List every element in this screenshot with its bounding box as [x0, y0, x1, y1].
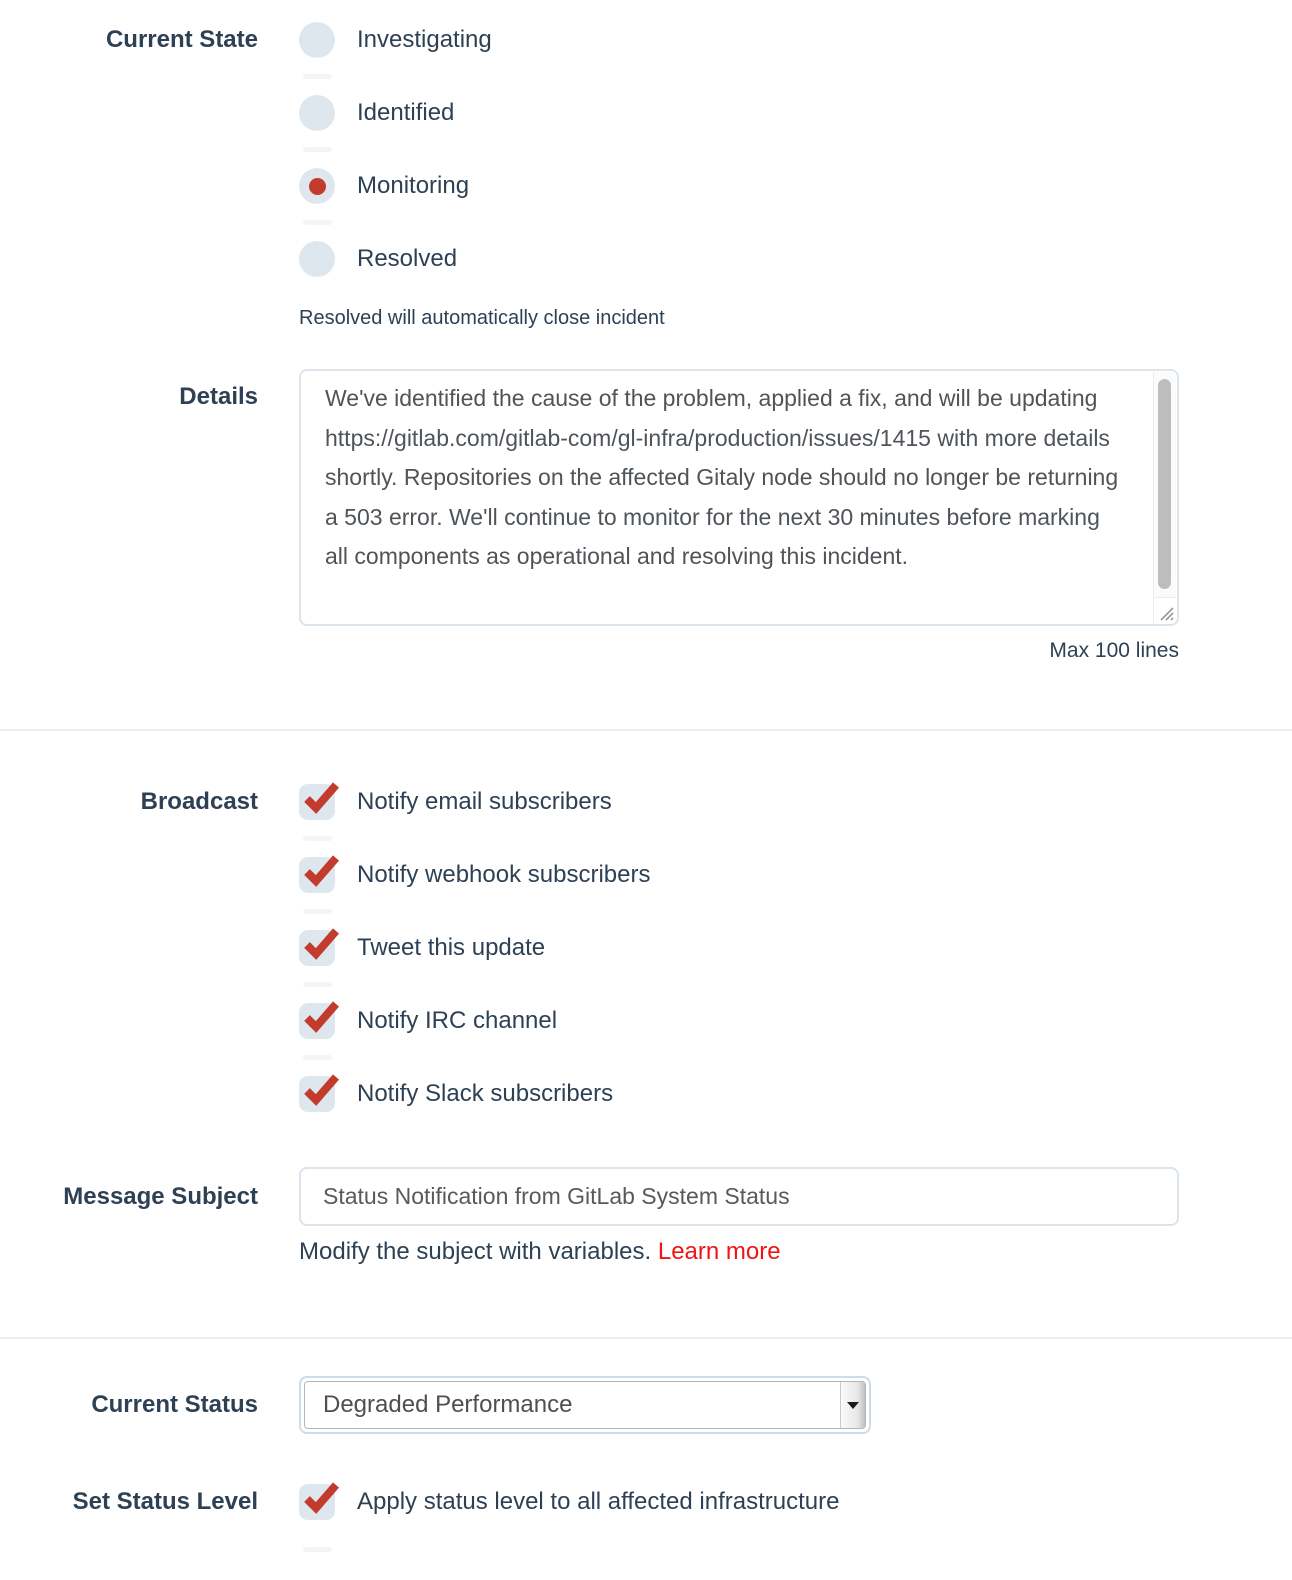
checkbox-notify-slack[interactable] [299, 1076, 335, 1112]
message-subject-input[interactable] [299, 1167, 1179, 1226]
checkbox-label-notify-irc: Notify IRC channel [357, 1007, 558, 1034]
current-status-label: Current Status [91, 1391, 258, 1418]
radio-investigating[interactable] [299, 22, 335, 58]
checkbox-option-apply-status-level[interactable] [299, 1484, 1292, 1520]
current-status-row [0, 1376, 1292, 1434]
checkbox-label-notify-webhook: Notify webhook subscribers [357, 861, 651, 888]
current-state-label: Current State [105, 26, 258, 53]
checkbox-label-tweet-update: Tweet this update [357, 934, 546, 961]
current-state-radio-group [299, 22, 1292, 277]
message-subject-label: Message Subject [63, 1183, 258, 1210]
checkbox-option-notify-webhook[interactable] [299, 857, 1292, 893]
radio-monitoring[interactable] [299, 168, 335, 204]
broadcast-row [0, 784, 1292, 1112]
radio-label-identified: Identified [357, 99, 455, 126]
select-arrow-button[interactable] [840, 1382, 865, 1428]
checkbox-option-notify-email[interactable] [299, 784, 1292, 820]
resize-grip-icon[interactable] [1153, 597, 1176, 623]
message-subject-row [0, 1167, 1292, 1266]
radio-option-investigating[interactable] [299, 22, 1292, 58]
checkbox-apply-status-level[interactable] [299, 1484, 335, 1520]
select-selected-value: Degraded Performance [323, 1391, 573, 1418]
scrollbar-thumb[interactable] [1158, 379, 1171, 589]
details-row [0, 369, 1292, 663]
radio-label-resolved: Resolved [357, 245, 458, 272]
radio-selected-dot [309, 178, 326, 195]
subject-helper-text: Modify the subject with variables. [299, 1238, 652, 1265]
broadcast-label: Broadcast [140, 788, 258, 815]
radio-option-resolved[interactable] [299, 241, 1292, 277]
radio-option-identified[interactable] [299, 95, 1292, 131]
checkbox-tweet-update[interactable] [299, 930, 335, 966]
details-label: Details [179, 383, 258, 410]
checkbox-option-notify-slack[interactable] [299, 1076, 1292, 1112]
max-lines-note: Max 100 lines [1049, 639, 1179, 662]
checkbox-label-notify-email: Notify email subscribers [357, 788, 612, 815]
section-divider [0, 1337, 1292, 1339]
details-text: We've identified the cause of the problem, applied a fix, and will be updating https://gitlab.com/gitlab-com/gl-infra/production/issues/1415 with more details shortly. Repositories on the affected Gitaly node should no longer be returning a 503 error. We'll continue to monitor for the next 30 minutes before marking all components as operational and resolving this incident. [325, 385, 1119, 569]
radio-resolved[interactable] [299, 241, 335, 277]
radio-label-investigating: Investigating [357, 26, 492, 53]
current-status-select[interactable] [299, 1376, 871, 1434]
section-divider [0, 729, 1292, 731]
details-textarea[interactable] [299, 369, 1179, 626]
checkbox-notify-email[interactable] [299, 784, 335, 820]
checkbox-notify-irc[interactable] [299, 1003, 335, 1039]
checkbox-option-notify-irc[interactable] [299, 1003, 1292, 1039]
checkbox-label-notify-slack: Notify Slack subscribers [357, 1080, 614, 1107]
scrollbar-track[interactable] [1153, 372, 1176, 597]
checkbox-notify-webhook[interactable] [299, 857, 335, 893]
current-state-row [0, 22, 1292, 330]
radio-identified[interactable] [299, 95, 335, 131]
set-status-level-row [0, 1484, 1292, 1520]
broadcast-checkbox-group [299, 784, 1292, 1112]
radio-option-monitoring[interactable] [299, 168, 1292, 204]
select-inner [304, 1381, 866, 1429]
set-status-level-label: Set Status Level [72, 1488, 258, 1515]
checkbox-label-apply-status-level: Apply status level to all affected infrastructure [357, 1488, 840, 1515]
chevron-down-icon [847, 1402, 859, 1409]
subject-helper [299, 1238, 1292, 1266]
checkbox-option-tweet-update[interactable] [299, 930, 1292, 966]
radio-label-monitoring: Monitoring [357, 172, 470, 199]
resolved-note: Resolved will automatically close incident [299, 307, 665, 329]
learn-more-link[interactable]: Learn more [657, 1238, 781, 1265]
